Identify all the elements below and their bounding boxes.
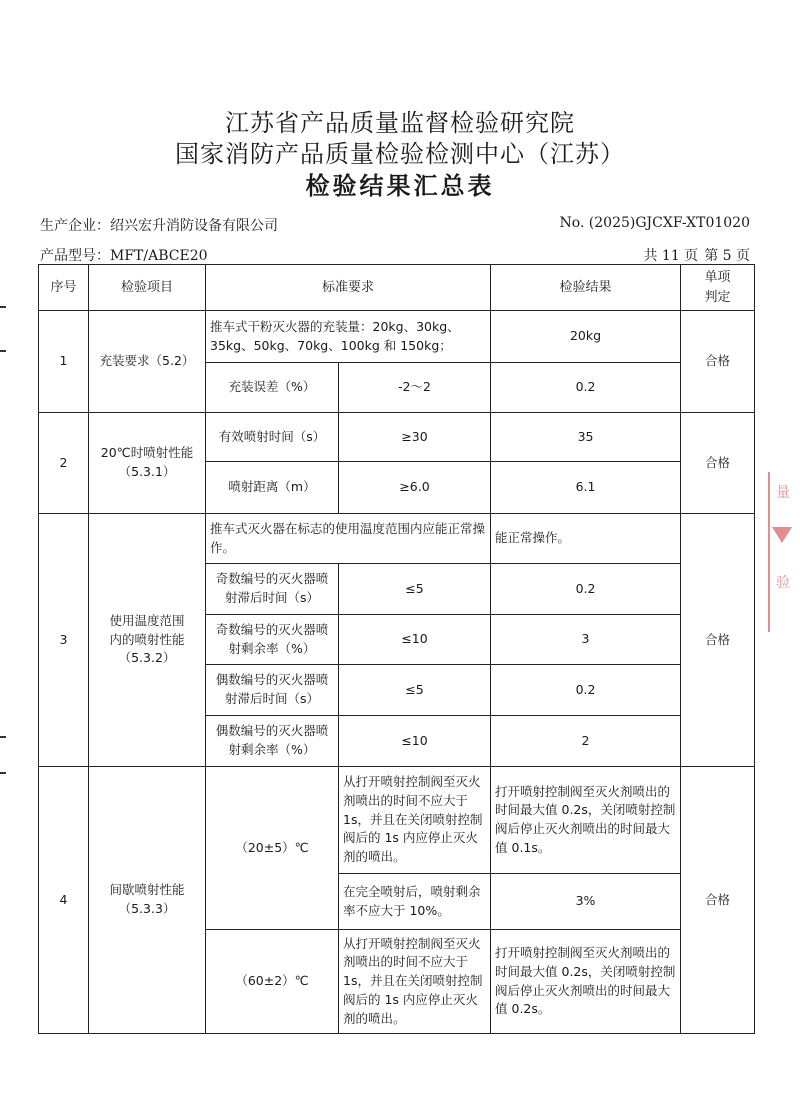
header-standard: 标准要求	[206, 265, 491, 311]
requirement-cell: -2～2	[339, 363, 491, 413]
item-line: 20℃时喷射性能	[100, 445, 194, 461]
temperature-cell: （20±5）℃	[206, 767, 339, 930]
requirement-cell: 从打开喷射控制阀至灭火剂喷出的时间不应大于 1s，并且在关闭喷射控制阀后的 1s 内应停止灭火剂的喷出。	[339, 767, 491, 874]
result-cell: 3%	[491, 874, 681, 930]
stamp-char: 量	[776, 485, 790, 501]
center-title: 国家消防产品质量检验检测中心（江苏）	[175, 140, 625, 168]
temperature-cell: （60±2）℃	[206, 930, 339, 1034]
sub-item-cell: 充装误差（%）	[206, 363, 339, 413]
header-result: 检验结果	[491, 265, 681, 311]
item-line: 内的喷射性能	[109, 631, 185, 647]
result-cell: 0.2	[491, 564, 681, 615]
sub-item-cell: 偶数编号的灭火器喷射滞后时间（s）	[206, 665, 339, 716]
binding-mark	[0, 736, 6, 738]
sub-item-cell: 奇数编号的灭火器喷射滞后时间（s）	[206, 564, 339, 615]
sub-item-cell: 喷射距离（m）	[206, 462, 339, 514]
header-item: 检验项目	[89, 265, 206, 311]
table-row	[39, 311, 755, 363]
stamp-char: 验	[776, 575, 790, 591]
table-row	[39, 514, 755, 564]
manufacturer-value: 绍兴宏升消防设备有限公司	[110, 218, 278, 234]
model-line	[40, 245, 208, 265]
requirement-cell: ≥6.0	[339, 462, 491, 514]
item-cell: 充装要求（5.2）	[89, 311, 206, 413]
standard-cell: 推车式干粉灭火器的充装量：20kg、30kg、35kg、50kg、70kg、100kg 和 150kg；	[206, 311, 491, 363]
item-cell	[89, 514, 206, 767]
item-line: （5.3.3）	[118, 901, 176, 916]
header-row	[39, 265, 755, 311]
stamp-star-icon	[772, 527, 792, 543]
seq-cell: 2	[39, 413, 89, 514]
requirement-cell: ≥30	[339, 413, 491, 462]
seq-cell: 3	[39, 514, 89, 767]
seq-cell: 4	[39, 767, 89, 1034]
binding-mark	[0, 772, 6, 774]
result-cell: 打开喷射控制阀至灭火剂喷出的时间最大值 0.2s，关闭喷射控制阀后停止灭火剂喷出的时间最大值 0.1s。	[491, 767, 681, 874]
sub-item-cell: 有效喷射时间（s）	[206, 413, 339, 462]
item-line: 间歇喷射性能	[109, 882, 185, 898]
requirement-cell: ≤5	[339, 564, 491, 615]
page-indicator	[637, 245, 750, 265]
table-row	[39, 413, 755, 462]
result-cell: 3	[491, 615, 681, 665]
item-cell	[89, 767, 206, 1034]
table-row	[39, 767, 755, 874]
manufacturer-line	[40, 215, 278, 235]
requirement-cell: ≤10	[339, 615, 491, 665]
result-cell: 20kg	[491, 311, 681, 363]
report-number: No. (2025)GJCXF-XT01020	[559, 215, 750, 231]
page-total: 共 11 页	[643, 248, 699, 264]
result-cell: 6.1	[491, 462, 681, 514]
item-line: （5.3.1）	[118, 464, 176, 479]
requirement-cell: ≤5	[339, 665, 491, 716]
seal-stamp-fragment	[768, 472, 796, 632]
requirement-cell: ≤10	[339, 716, 491, 767]
sub-item-cell: 偶数编号的灭火器喷射剩余率（%）	[206, 716, 339, 767]
model-value: MFT/ABCE20	[110, 248, 208, 264]
binding-mark	[0, 306, 6, 308]
requirement-cell: 在完全喷射后，喷射剩余率不应大于 10%。	[339, 874, 491, 930]
report-title: 检验结果汇总表	[305, 171, 495, 200]
result-cell: 0.2	[491, 665, 681, 716]
institute-title: 江苏省产品质量监督检验研究院	[225, 109, 575, 137]
standard-cell: 推车式灭火器在标志的使用温度范围内应能正常操作。	[206, 514, 491, 564]
item-cell	[89, 413, 206, 514]
verdict-cell: 合格	[681, 514, 755, 767]
model-label: 产品型号：	[40, 248, 110, 264]
item-line: （5.3.2）	[118, 650, 176, 666]
result-cell: 0.2	[491, 363, 681, 413]
sub-item-cell: 奇数编号的灭火器喷射剩余率（%）	[206, 615, 339, 665]
item-line: 使用温度范围	[109, 612, 185, 628]
header-verdict: 单项判定	[681, 265, 755, 311]
result-cell: 2	[491, 716, 681, 767]
binding-mark	[0, 350, 6, 352]
verdict-cell: 合格	[681, 767, 755, 1034]
result-cell: 能正常操作。	[491, 514, 681, 564]
page-current: 第 5 页	[704, 248, 750, 264]
verdict-cell: 合格	[681, 413, 755, 514]
header-seq: 序号	[39, 265, 89, 311]
results-table	[38, 264, 755, 1034]
requirement-cell: 从打开喷射控制阀至灭火剂喷出的时间不应大于 1s，并且在关闭喷射控制阀后的 1s 内应停止灭火剂的喷出。	[339, 930, 491, 1034]
result-cell: 打开喷射控制阀至灭火剂喷出的时间最大值 0.2s，关闭喷射控制阀后停止灭火剂喷出的时间最大值 0.2s。	[491, 930, 681, 1034]
result-cell: 35	[491, 413, 681, 462]
verdict-cell: 合格	[681, 311, 755, 413]
manufacturer-label: 生产企业：	[40, 218, 110, 234]
seq-cell: 1	[39, 311, 89, 413]
